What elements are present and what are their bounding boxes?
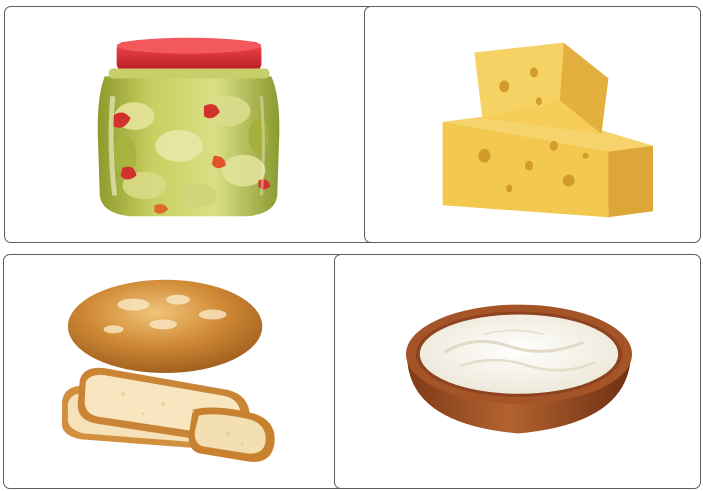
cream-bowl-card[interactable] bbox=[334, 254, 701, 489]
cheese-wedge-icon bbox=[365, 7, 700, 242]
cream-bowl-icon bbox=[335, 255, 700, 488]
bread-card[interactable] bbox=[3, 254, 349, 489]
pickles-jar-card[interactable] bbox=[4, 6, 379, 243]
cheese-card[interactable] bbox=[364, 6, 701, 243]
pickled-vegetables-jar-icon bbox=[5, 7, 378, 242]
bread-loaf-icon bbox=[4, 255, 348, 488]
